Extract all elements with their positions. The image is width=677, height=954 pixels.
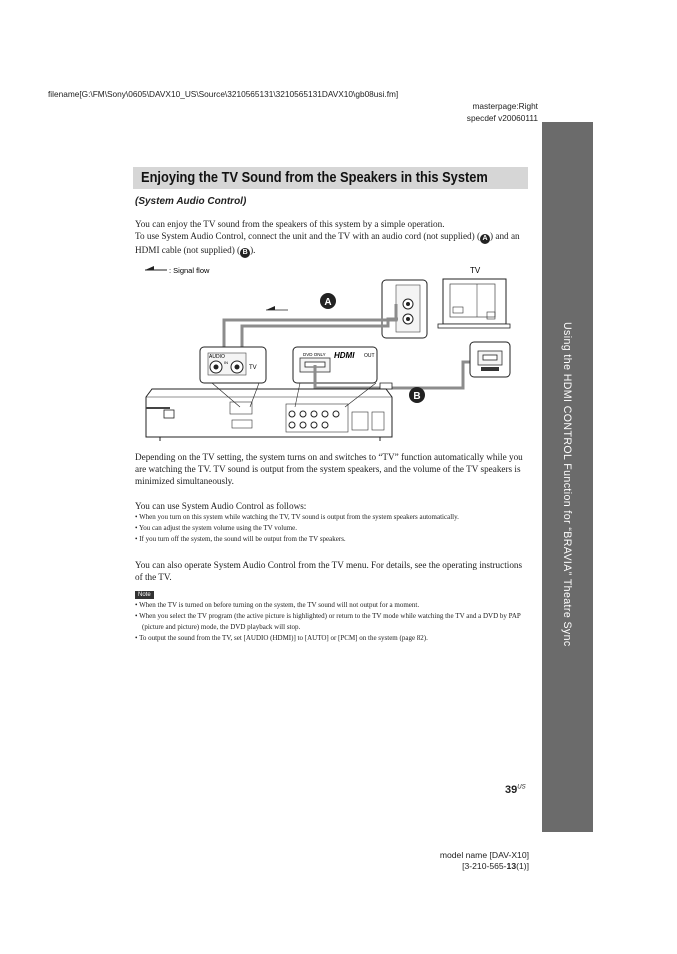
filename-header: filename[G:\FM\Sony\0605\DAVX10_US\Source\3210565131\3210565131DAVX10\gb08usi.fm] [48,89,399,99]
note-list [135,600,535,644]
model-code-bold: 13 [506,861,517,871]
tv-audio-out-jacks [382,280,427,338]
intro-line1: You can enjoy the TV sound from the speakers of this system by a simple operation. [135,219,445,229]
tv-rear-panel [438,279,510,328]
hdmi-out-label: OUT [364,353,375,359]
intro-line2b: ) and an HDMI cable (not supplied) ( [135,231,520,255]
page-number-suffix: US [517,784,526,791]
list-item: • When you turn on this system while watching the TV, TV sound is output from the system speakers automatically. [135,513,459,521]
masterpage-label: masterpage:Right [472,101,538,111]
model-code-pre: [3-210-565- [462,861,507,871]
tv-hdmi-in-port [470,342,510,377]
paragraph-usage-heading: You can use System Audio Control as follows: [135,501,307,511]
marker-a-icon: A [480,234,490,244]
page-number [505,784,526,796]
note-badge: Note [135,591,154,599]
side-tab-text: Using the HDMI CONTROL Function for “BRAVIA” Theatre Sync [561,322,573,647]
side-tab [542,122,593,832]
dvd-only-label: DVD ONLY [303,352,326,357]
page-title: Enjoying the TV Sound from the Speakers in this System [141,170,488,186]
model-name: model name [DAV-X10] [439,850,529,860]
page-number-value: 39 [505,784,518,796]
page-subtitle: (System Audio Control) [135,196,247,207]
list-item: • When the TV is turned on before turning on the system, the TV sound will not output for a moment. [135,601,420,609]
intro-line2a: To use System Audio Control, connect the unit and the TV with an audio cord (not supplied) ( [135,231,481,241]
model-code [440,861,529,872]
marker-b-icon: B [240,248,250,258]
model-code-post: (1)] [516,861,529,871]
signal-flow-arrow-icon [145,266,167,270]
connection-diagram [140,262,520,447]
list-item: • If you turn off the system, the sound will be output from the TV speakers. [135,535,346,543]
tv-label: TV [470,266,481,275]
signal-arrow-icon [266,306,288,310]
intro-line2c: ). [250,245,256,255]
list-item: • You can adjust the system volume using the TV volume. [135,524,298,532]
usage-list [135,512,535,545]
model-footer [440,850,529,872]
intro-paragraph [135,218,530,258]
label-a: A [324,297,332,308]
list-item: • When you select the TV program (the active picture is highlighted) or return to the TV mode while watching the TV and a DVD by PAP (picture and picture) mode, the DVD playback will stop. [135,612,521,631]
masterpage-info [467,100,538,124]
audio-in-label: IN [224,360,228,365]
audio-tv-label: TV [249,365,257,371]
list-item: • To output the sound from the TV, set [AUDIO (HDMI)] to [AUTO] or [PCM] on the system (page 82). [135,634,428,642]
specdef-label: specdef v20060111 [466,113,538,123]
audio-label: AUDIO [209,354,225,360]
signal-flow-label: : Signal flow [169,266,210,275]
hdmi-logo: HDMI [334,351,355,360]
paragraph-tv-menu: You can also operate System Audio Control from the TV menu. For details, see the operating instructions of the TV. [135,560,523,582]
main-unit-rear [146,383,392,441]
title-bar [133,167,528,189]
label-b: B [413,391,421,402]
paragraph-function: Depending on the TV setting, the system turns on and switches to “TV” function automatically while you are watching the TV. TV sound is output from the system speakers, and the volume of the TV speakers is minimized simultaneously. [135,452,523,486]
